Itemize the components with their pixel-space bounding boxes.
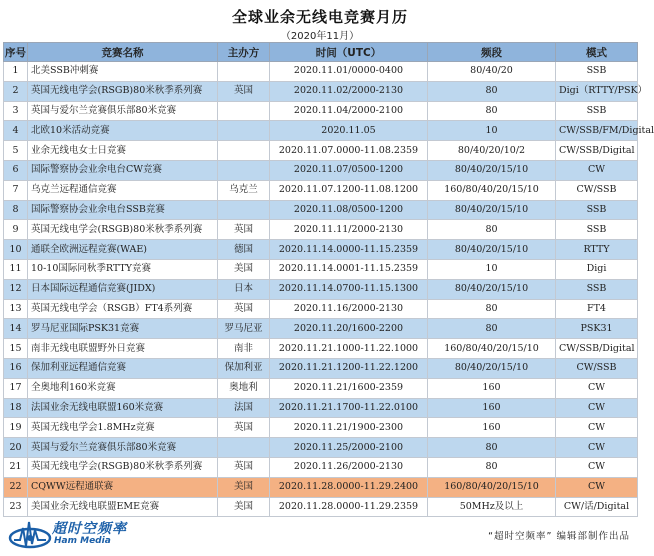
cell-band: 50MHz及以上 (428, 497, 556, 517)
cell-contest-name: 国际警察协会业余电台SSB竞赛 (28, 200, 218, 220)
cell-host: 奥地利 (218, 378, 270, 398)
cell-time: 2020.11.21.1200-11.22.1200 (270, 358, 428, 378)
cell-mode: SSB (556, 220, 638, 240)
cell-band: 160/80/40/20/15/10 (428, 477, 556, 497)
cell-index: 3 (4, 101, 28, 121)
cell-contest-name: 保加利亚远程通信竞赛 (28, 358, 218, 378)
cell-mode: CW/SSB (556, 358, 638, 378)
cell-index: 12 (4, 279, 28, 299)
cell-mode: CW/SSB (556, 180, 638, 200)
cell-band: 160/80/40/20/15/10 (428, 339, 556, 359)
header-host: 主办方 (218, 43, 270, 62)
cell-band: 160 (428, 398, 556, 418)
cell-index: 22 (4, 477, 28, 497)
header-band: 频段 (428, 43, 556, 62)
cell-mode: SSB (556, 101, 638, 121)
cell-index: 4 (4, 121, 28, 141)
table-row (4, 200, 638, 220)
cell-mode: CW/SSB/Digital (556, 141, 638, 161)
cell-host: 美国 (218, 497, 270, 517)
cell-contest-name: 10-10国际同秋季RTTY竞赛 (28, 259, 218, 279)
cell-index: 17 (4, 378, 28, 398)
cell-contest-name: 英国无线电学会1.8MHz竞赛 (28, 418, 218, 438)
cell-time: 2020.11.04/2000-2100 (270, 101, 428, 121)
cell-host: 美国 (218, 477, 270, 497)
credit-text: “超时空频率” 编辑部制作出品 (488, 531, 630, 542)
cell-time: 2020.11.26/2000-2130 (270, 457, 428, 477)
cell-band: 80 (428, 220, 556, 240)
cell-time: 2020.11.07.0000-11.08.2359 (270, 141, 428, 161)
cell-contest-name: 通联全欧洲远程竞赛(WAE) (28, 240, 218, 260)
cell-contest-name: 法国业余无线电联盟160米竞赛 (28, 398, 218, 418)
table-row (4, 319, 638, 339)
cell-band: 80/40/20/15/10 (428, 279, 556, 299)
cell-time: 2020.11.02/2000-2130 (270, 81, 428, 101)
table-row (4, 477, 638, 497)
cell-host (218, 438, 270, 458)
table-row (4, 418, 638, 438)
cell-contest-name: 英国无线电学会(RSGB)80米秋季系列赛 (28, 457, 218, 477)
table-header-row (4, 43, 638, 62)
cell-band: 80/40/20/10/2 (428, 141, 556, 161)
cell-mode: CW (556, 457, 638, 477)
table-row (4, 438, 638, 458)
cell-host: 日本 (218, 279, 270, 299)
cell-mode: CW (556, 398, 638, 418)
cell-mode: CW (556, 438, 638, 458)
cell-host: 德国 (218, 240, 270, 260)
cell-band: 80 (428, 81, 556, 101)
cell-contest-name: 乌克兰远程通信竞赛 (28, 180, 218, 200)
cell-time: 2020.11.16/2000-2130 (270, 299, 428, 319)
cell-time: 2020.11.21.1000-11.22.1000 (270, 339, 428, 359)
header-contest-name: 竞赛名称 (28, 43, 218, 62)
cell-host (218, 101, 270, 121)
cell-index: 18 (4, 398, 28, 418)
table-row (4, 299, 638, 319)
header-mode: 模式 (556, 43, 638, 62)
cell-host (218, 141, 270, 161)
cell-host (218, 62, 270, 82)
cell-time: 2020.11.07/0500-1200 (270, 160, 428, 180)
cell-band: 80 (428, 457, 556, 477)
table-row (4, 279, 638, 299)
table-row (4, 121, 638, 141)
table-row (4, 62, 638, 82)
cell-mode: Digi (556, 259, 638, 279)
cell-time: 2020.11.28.0000-11.29.2400 (270, 477, 428, 497)
cell-contest-name: 英国无线电学会(RSGB)80米秋季系列赛 (28, 81, 218, 101)
cell-index: 9 (4, 220, 28, 240)
cell-mode: CW (556, 477, 638, 497)
cell-time: 2020.11.14.0001-11.15.2359 (270, 259, 428, 279)
cell-band: 80 (428, 438, 556, 458)
cell-time: 2020.11.25/2000-2100 (270, 438, 428, 458)
cell-time: 2020.11.07.1200-11.08.1200 (270, 180, 428, 200)
cell-index: 5 (4, 141, 28, 161)
cell-band: 80/40/20/15/10 (428, 358, 556, 378)
table-row (4, 81, 638, 101)
cell-index: 13 (4, 299, 28, 319)
cell-mode: SSB (556, 62, 638, 82)
cell-mode: CW/SSB/FM/Digital (556, 121, 638, 141)
cell-index: 6 (4, 160, 28, 180)
cell-contest-name: 英国与爱尔兰竞赛俱乐部80米竞赛 (28, 438, 218, 458)
cell-mode: CW (556, 160, 638, 180)
contest-calendar-table (3, 42, 654, 517)
cell-host (218, 200, 270, 220)
cell-contest-name: 北美SSB冲刺赛 (28, 62, 218, 82)
cell-time: 2020.11.01/0000-0400 (270, 62, 428, 82)
cell-index: 15 (4, 339, 28, 359)
cell-mode: SSB (556, 279, 638, 299)
cell-band: 80 (428, 319, 556, 339)
cell-host: 英国 (218, 418, 270, 438)
cell-band: 160 (428, 378, 556, 398)
table-row (4, 358, 638, 378)
cell-host (218, 160, 270, 180)
table-row (4, 398, 638, 418)
cell-contest-name: 英国无线电学会（RSGB）FT4系列赛 (28, 299, 218, 319)
cell-contest-name: 美国业余无线电联盟EME竞赛 (28, 497, 218, 517)
cell-index: 8 (4, 200, 28, 220)
cell-contest-name: 英国无线电学会(RSGB)80米秋季系列赛 (28, 220, 218, 240)
table-row (4, 160, 638, 180)
page-title: 全球业余无线电竞赛月历 (231, 8, 408, 26)
cell-index: 7 (4, 180, 28, 200)
cell-host (218, 121, 270, 141)
cell-host: 英国 (218, 457, 270, 477)
cell-index: 2 (4, 81, 28, 101)
cell-band: 80/40/20/15/10 (428, 200, 556, 220)
cell-band: 80 (428, 101, 556, 121)
logo-subtitle: Ham Media (54, 536, 111, 546)
cell-contest-name: 北欧10米活动竞赛 (28, 121, 218, 141)
cell-index: 19 (4, 418, 28, 438)
table-row (4, 101, 638, 121)
cell-contest-name: 国际警察协会业余电台CW竞赛 (28, 160, 218, 180)
cell-contest-name: 全奥地利160米竞赛 (28, 378, 218, 398)
cell-mode: CW/话/Digital (556, 497, 638, 517)
page-subtitle: （2020年11月） (280, 31, 360, 42)
logo-title: 超时空频率 (52, 521, 127, 537)
cell-band: 80 (428, 299, 556, 319)
table-row (4, 220, 638, 240)
cell-contest-name: 日本国际远程通信竞赛(JIDX) (28, 279, 218, 299)
cell-mode: SSB (556, 200, 638, 220)
cell-host: 英国 (218, 299, 270, 319)
cell-contest-name: 英国与爱尔兰竞赛俱乐部80米竞赛 (28, 101, 218, 121)
cell-index: 16 (4, 358, 28, 378)
cell-time: 2020.11.21/1900-2300 (270, 418, 428, 438)
cell-index: 14 (4, 319, 28, 339)
cell-time: 2020.11.05 (270, 121, 428, 141)
cell-index: 11 (4, 259, 28, 279)
cell-contest-name: 业余无线电女士日竞赛 (28, 141, 218, 161)
cell-mode: CW (556, 378, 638, 398)
cell-host: 罗马尼亚 (218, 319, 270, 339)
cell-contest-name: 南非无线电联盟野外日竞赛 (28, 339, 218, 359)
cell-time: 2020.11.28.0000-11.29.2359 (270, 497, 428, 517)
cell-time: 2020.11.14.0000-11.15.2359 (270, 240, 428, 260)
cell-mode: RTTY (556, 240, 638, 260)
cell-band: 10 (428, 121, 556, 141)
cell-host: 保加利亚 (218, 358, 270, 378)
table-row (4, 141, 638, 161)
cell-contest-name: CQWW远程通联赛 (28, 477, 218, 497)
table-row (4, 180, 638, 200)
cell-band: 160/80/40/20/15/10 (428, 180, 556, 200)
table-row (4, 259, 638, 279)
table-row (4, 339, 638, 359)
cell-contest-name: 罗马尼亚国际PSK31竞赛 (28, 319, 218, 339)
header-time: 时间（UTC） (270, 43, 428, 62)
cell-index: 21 (4, 457, 28, 477)
cell-index: 10 (4, 240, 28, 260)
cell-time: 2020.11.11/2000-2130 (270, 220, 428, 240)
antenna-wave-icon (8, 514, 52, 552)
cell-band: 160 (428, 418, 556, 438)
cell-host: 南非 (218, 339, 270, 359)
cell-band: 80/40/20 (428, 62, 556, 82)
cell-host: 美国 (218, 259, 270, 279)
table-row (4, 378, 638, 398)
cell-index: 20 (4, 438, 28, 458)
table-row (4, 240, 638, 260)
cell-host: 英国 (218, 220, 270, 240)
table-row (4, 457, 638, 477)
cell-mode: FT4 (556, 299, 638, 319)
cell-index: 23 (4, 497, 28, 517)
header-index: 序号 (4, 43, 28, 62)
cell-mode: CW (556, 418, 638, 438)
cell-host: 法国 (218, 398, 270, 418)
cell-mode: PSK31 (556, 319, 638, 339)
cell-mode: Digi（RTTY/PSK） (556, 81, 638, 101)
cell-time: 2020.11.20/1600-2200 (270, 319, 428, 339)
cell-index: 1 (4, 62, 28, 82)
cell-time: 2020.11.21.1700-11.22.0100 (270, 398, 428, 418)
cell-band: 80/40/20/15/10 (428, 160, 556, 180)
ham-media-logo (8, 514, 158, 552)
cell-host: 英国 (218, 81, 270, 101)
cell-host: 乌克兰 (218, 180, 270, 200)
cell-time: 2020.11.21/1600-2359 (270, 378, 428, 398)
cell-mode: CW/SSB/Digital (556, 339, 638, 359)
cell-time: 2020.11.08/0500-1200 (270, 200, 428, 220)
cell-band: 10 (428, 259, 556, 279)
cell-time: 2020.11.14.0700-11.15.1300 (270, 279, 428, 299)
cell-band: 80/40/20/15/10 (428, 240, 556, 260)
